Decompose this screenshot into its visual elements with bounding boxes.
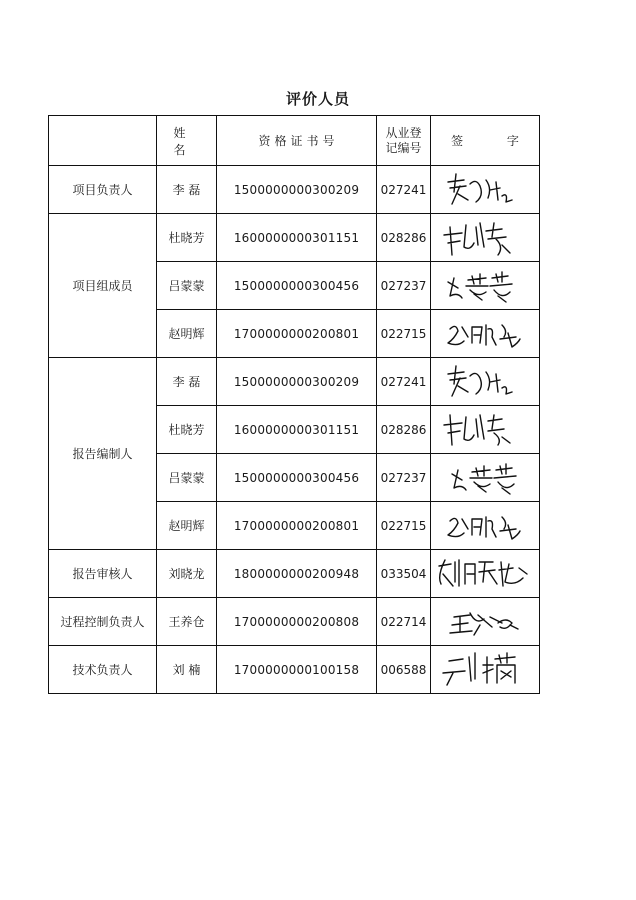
member-name: 杜晓芳 <box>157 214 217 262</box>
cert-number: 1600000000301151 <box>217 214 377 262</box>
member-name: 赵明辉 <box>157 310 217 358</box>
signature-image <box>440 362 530 402</box>
cert-number: 1500000000300456 <box>217 262 377 310</box>
signature-image <box>440 409 530 451</box>
header-cert: 资格证书号 <box>217 116 377 166</box>
cert-number: 1700000000100158 <box>217 646 377 694</box>
cert-number: 1500000000300209 <box>217 358 377 406</box>
member-name: 杜晓芳 <box>157 406 217 454</box>
header-sign: 签 字 <box>431 116 540 166</box>
signature-cell <box>431 502 540 550</box>
table-row <box>49 214 540 262</box>
signature-image <box>442 317 528 351</box>
role-cell: 报告审核人 <box>49 550 157 598</box>
signature-image <box>440 170 530 210</box>
signature-image <box>442 509 528 543</box>
signature-cell <box>431 214 540 262</box>
reg-number: 027237 <box>377 262 431 310</box>
header-row <box>49 116 540 166</box>
member-name: 王养仓 <box>157 598 217 646</box>
table-row <box>49 166 540 214</box>
cert-number: 1700000000200801 <box>217 502 377 550</box>
role-cell: 项目组成员 <box>49 214 157 358</box>
table-row <box>49 598 540 646</box>
header-role-cell <box>49 116 157 166</box>
header-reg-line1: 从业登 <box>385 125 422 140</box>
header-reg-line2: 记编号 <box>385 140 422 155</box>
table-row <box>49 358 540 406</box>
cert-number: 1700000000200801 <box>217 310 377 358</box>
reg-number: 022715 <box>377 310 431 358</box>
signature-cell <box>431 358 540 406</box>
signature-cell <box>431 166 540 214</box>
table-row <box>49 550 540 598</box>
member-name: 刘 楠 <box>157 646 217 694</box>
page-title: 评价人员 <box>285 90 350 108</box>
personnel-table <box>48 115 540 694</box>
header-reg <box>377 116 431 166</box>
cert-number: 1700000000200808 <box>217 598 377 646</box>
signature-image <box>440 605 530 639</box>
table-row <box>49 646 540 694</box>
signature-image <box>440 217 530 259</box>
signature-image <box>433 556 537 592</box>
role-cell: 项目负责人 <box>49 166 157 214</box>
member-name: 吕蒙蒙 <box>157 454 217 502</box>
signature-cell <box>431 646 540 694</box>
reg-number: 027237 <box>377 454 431 502</box>
signature-cell <box>431 406 540 454</box>
reg-number: 033504 <box>377 550 431 598</box>
reg-number: 028286 <box>377 214 431 262</box>
header-name: 姓 名 <box>157 116 217 166</box>
signature-cell <box>431 310 540 358</box>
member-name: 吕蒙蒙 <box>157 262 217 310</box>
role-cell: 技术负责人 <box>49 646 157 694</box>
cert-number: 1500000000300456 <box>217 454 377 502</box>
signature-cell <box>431 598 540 646</box>
role-cell: 过程控制负责人 <box>49 598 157 646</box>
reg-number: 027241 <box>377 358 431 406</box>
signature-image <box>440 268 530 304</box>
signature-cell <box>431 550 540 598</box>
signature-cell <box>431 262 540 310</box>
signature-image <box>435 649 535 691</box>
cert-number: 1500000000300209 <box>217 166 377 214</box>
role-cell: 报告编制人 <box>49 358 157 550</box>
cert-number: 1800000000200948 <box>217 550 377 598</box>
reg-number: 022715 <box>377 502 431 550</box>
member-name: 赵明辉 <box>157 502 217 550</box>
signature-cell <box>431 454 540 502</box>
member-name: 李 磊 <box>157 358 217 406</box>
signature-image <box>440 460 530 496</box>
reg-number: 022714 <box>377 598 431 646</box>
reg-number: 027241 <box>377 166 431 214</box>
reg-number: 006588 <box>377 646 431 694</box>
member-name: 刘晓龙 <box>157 550 217 598</box>
cert-number: 1600000000301151 <box>217 406 377 454</box>
reg-number: 028286 <box>377 406 431 454</box>
member-name: 李 磊 <box>157 166 217 214</box>
